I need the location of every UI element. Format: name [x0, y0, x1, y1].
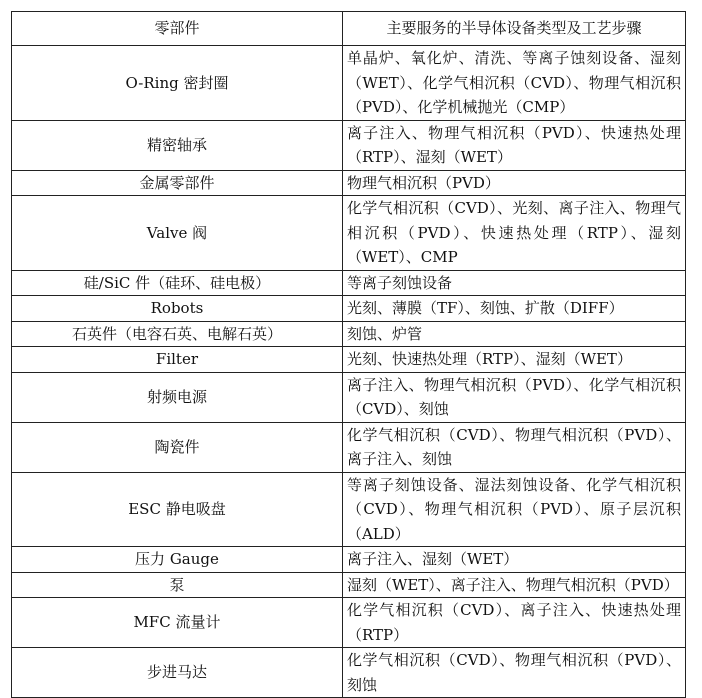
part-cell: 射频电源 — [12, 372, 343, 422]
process-cell: 刻蚀、炉管 — [342, 321, 685, 347]
process-cell: 化学气相沉积（CVD）、物理气相沉积（PVD）、刻蚀 — [342, 648, 685, 698]
process-cell: 离子注入、物理气相沉积（PVD）、化学气相沉积（CVD）、刻蚀 — [342, 372, 685, 422]
table-row — [12, 347, 686, 373]
process-cell: 化学气相沉积（CVD）、光刻、离子注入、物理气相沉积（PVD）、快速热处理（RTP）、湿刻（WET）、CMP — [342, 196, 685, 271]
process-cell: 湿刻（WET）、离子注入、物理气相沉积（PVD） — [342, 572, 685, 598]
part-cell: O-Ring 密封圈 — [12, 46, 343, 121]
part-cell: 石英件（电容石英、电解石英） — [12, 321, 343, 347]
part-cell: 泵 — [12, 572, 343, 598]
process-cell: 化学气相沉积（CVD）、离子注入、快速热处理（RTP） — [342, 598, 685, 648]
part-cell: Robots — [12, 296, 343, 322]
part-cell: 硅/SiC 件（硅环、硅电极） — [12, 270, 343, 296]
process-cell: 光刻、快速热处理（RTP）、湿刻（WET） — [342, 347, 685, 373]
part-cell: 精密轴承 — [12, 120, 343, 170]
header-part: 零部件 — [12, 12, 343, 46]
table-row — [12, 170, 686, 196]
table-row — [12, 422, 686, 472]
process-cell: 物理气相沉积（PVD） — [342, 170, 685, 196]
table-row — [12, 598, 686, 648]
table-row — [12, 46, 686, 121]
header-process: 主要服务的半导体设备类型及工艺步骤 — [342, 12, 685, 46]
table-row — [12, 270, 686, 296]
table-row — [12, 547, 686, 573]
parts-process-table — [11, 11, 686, 698]
table-row — [12, 572, 686, 598]
table-row — [12, 472, 686, 547]
process-cell: 离子注入、湿刻（WET） — [342, 547, 685, 573]
table-header-row — [12, 12, 686, 46]
part-cell: 压力 Gauge — [12, 547, 343, 573]
part-cell: Valve 阀 — [12, 196, 343, 271]
process-cell: 等离子刻蚀设备、湿法刻蚀设备、化学气相沉积（CVD）、物理气相沉积（PVD）、原子层沉积（ALD） — [342, 472, 685, 547]
table-row — [12, 120, 686, 170]
part-cell: MFC 流量计 — [12, 598, 343, 648]
process-cell: 离子注入、物理气相沉积（PVD）、快速热处理（RTP）、湿刻（WET） — [342, 120, 685, 170]
part-cell: Filter — [12, 347, 343, 373]
table-row — [12, 196, 686, 271]
table-row — [12, 296, 686, 322]
part-cell: 金属零部件 — [12, 170, 343, 196]
part-cell: 陶瓷件 — [12, 422, 343, 472]
part-cell: ESC 静电吸盘 — [12, 472, 343, 547]
part-cell: 步进马达 — [12, 648, 343, 698]
table-row — [12, 648, 686, 698]
process-cell: 等离子刻蚀设备 — [342, 270, 685, 296]
process-cell: 化学气相沉积（CVD）、物理气相沉积（PVD）、离子注入、刻蚀 — [342, 422, 685, 472]
process-cell: 单晶炉、氧化炉、清洗、等离子蚀刻设备、湿刻（WET）、化学气相沉积（CVD）、物理气相沉积（PVD）、化学机械抛光（CMP） — [342, 46, 685, 121]
table-row — [12, 372, 686, 422]
process-cell: 光刻、薄膜（TF）、刻蚀、扩散（DIFF） — [342, 296, 685, 322]
table-row — [12, 321, 686, 347]
